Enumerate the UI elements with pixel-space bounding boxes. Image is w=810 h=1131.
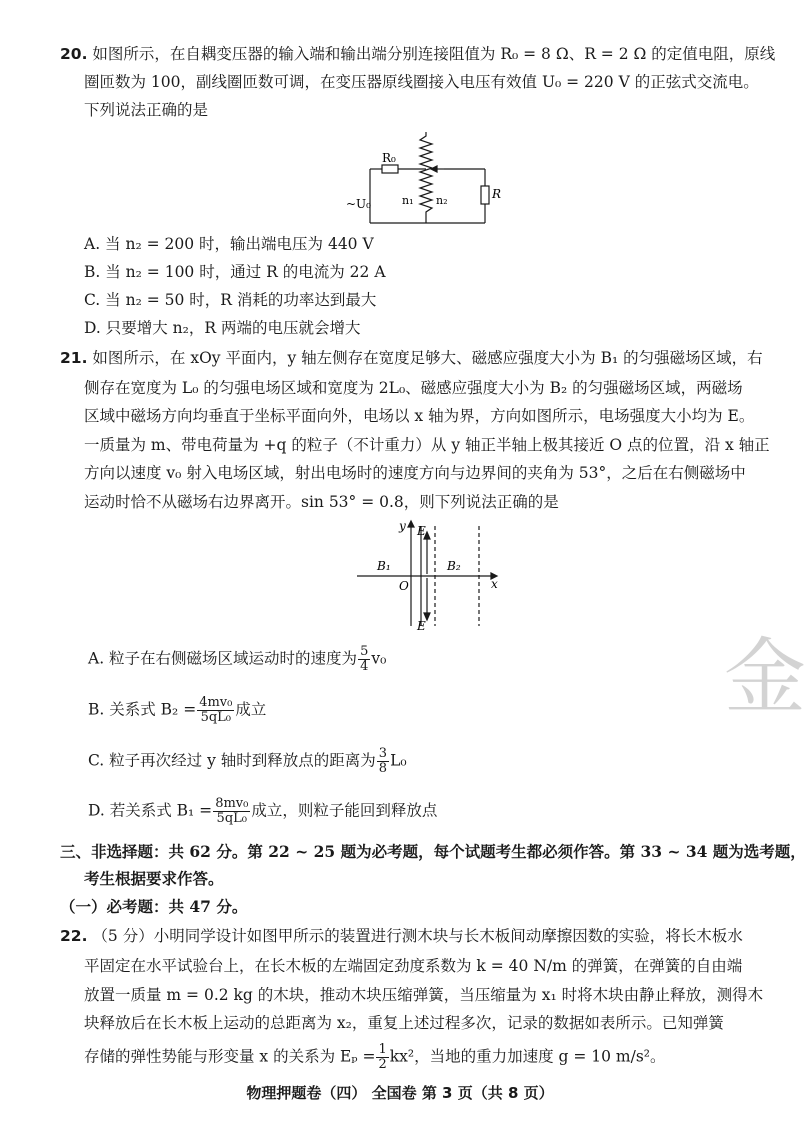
q20-option-d[interactable]: D. 只要增大 n₂，R 两端的电压就会增大: [84, 319, 361, 337]
fraction-numerator: 1: [378, 1042, 387, 1057]
q21-option-c-text: C. 粒子再次经过 y 轴时到释放点的距离为: [88, 751, 376, 770]
q22-line-3: 放置一质量 m = 0.2 kg 的木块，推动木块压缩弹簧，当压缩量为 x₁ 时将木块由静止释放，测得木: [84, 986, 764, 1004]
b1-label: B₁: [377, 559, 391, 573]
n2-label: n₂: [436, 194, 448, 207]
q21-option-c-tail: L₀: [390, 751, 407, 770]
e-bottom-label: E: [417, 619, 426, 633]
q21-option-b[interactable]: [88, 696, 266, 725]
q20-option-a[interactable]: A. 当 n₂ = 200 时，输出端电压为 440 V: [84, 235, 374, 253]
q20-transformer-circuit-figure: [340, 124, 510, 230]
fraction-denominator: 8: [378, 761, 388, 776]
watermark: 金: [723, 630, 810, 725]
q21-option-d[interactable]: [88, 797, 437, 826]
q21-line-3: 区域中磁场方向均垂直于坐标平面向外，电场以 x 轴为界，方向如图所示，电场强度大小均为 E。: [84, 407, 755, 425]
q20-option-b[interactable]: B. 当 n₂ = 100 时，通过 R 的电流为 22 A: [84, 263, 386, 281]
q21-line-4: 一质量为 m、带电荷量为 +q 的粒子（不计重力）从 y 轴正半轴上极其接近 O 点的位置，沿 x 轴正: [84, 436, 770, 454]
source-label: ~U₀: [346, 197, 371, 211]
q21-option-b-tail: 成立: [235, 700, 267, 719]
fraction-denominator: 5qL₀: [200, 710, 231, 725]
q22-line-5: [84, 1043, 666, 1072]
q21-text-1: 如图所示，在 xOy 平面内，y 轴左侧存在宽度足够大、磁感应强度大小为 B₁ 的匀强磁场区域，右: [92, 349, 763, 367]
q21-option-d-tail: 成立，则粒子能回到释放点: [251, 801, 438, 820]
q21-option-b-fraction: [197, 696, 234, 725]
q21-field-region-figure: [355, 518, 505, 632]
q20-number: 20.: [60, 45, 88, 63]
q22-line-4: 块释放后在长木板上运动的总距离为 x₂，重复上述过程多次，记录的数据如表所示。已知弹簧: [84, 1014, 724, 1032]
x-axis-label: x: [491, 577, 498, 591]
origin-label: O: [399, 579, 409, 593]
fraction-denominator: 4: [360, 659, 369, 674]
q22-line-1: [60, 925, 743, 947]
q22-number: 22.: [60, 927, 88, 945]
q21-option-c-fraction: [377, 747, 389, 776]
q22-text-1: （5 分）小明同学设计如图甲所示的装置进行测木块与长木板间动摩擦因数的实验，将长木板水: [92, 927, 743, 945]
fraction-numerator: 3: [378, 746, 388, 761]
q21-line-6: 运动时恰不从磁场右边界离开。sin 53° = 0.8，则下列说法正确的是: [84, 493, 559, 511]
r0-label: R₀: [382, 151, 396, 165]
q21-option-b-text: B. 关系式 B₂ =: [88, 700, 197, 719]
section-3-line-2: 考生根据要求作答。: [84, 869, 224, 888]
q21-option-a-fraction: [358, 645, 370, 674]
q22-line-2: 平固定在水平试验台上，在长木板的左端固定劲度系数为 k = 40 N/m 的弹簧，在弹簧的自由端: [84, 957, 743, 975]
q21-option-a-text: A. 粒子在右侧磁场区域运动时的速度为: [88, 649, 358, 668]
q22-text-5-tail: kx²，当地的重力加速度 g = 10 m/s²。: [389, 1047, 666, 1066]
q20-text-1: 如图所示，在自耦变压器的输入端和输出端分别连接阻值为 R₀ = 8 Ω、R = 2 Ω 的定值电阻，原线: [92, 45, 776, 63]
q20-line-3: 下列说法正确的是: [84, 101, 209, 119]
q21-number: 21.: [60, 349, 88, 367]
section-3-line-1: 三、非选择题：共 62 分。第 22 ~ 25 题为必考题，每个试题考生都必须作答。第 33 ~ 34 题为选考题，: [60, 842, 806, 861]
y-axis-label: y: [399, 519, 406, 533]
b2-label: B₂: [447, 559, 461, 573]
page-footer: 物理押题卷（四） 全国卷 第 3 页（共 8 页）: [246, 1084, 554, 1102]
fraction-denominator: 2: [378, 1057, 387, 1072]
q20-option-c[interactable]: C. 当 n₂ = 50 时，R 消耗的功率达到最大: [84, 291, 377, 309]
section-3-subheading: （一）必考题：共 47 分。: [60, 897, 248, 916]
q20-line-2: 圈匝数为 100，副线圈匝数可调，在变压器原线圈接入电压有效值 U₀ = 220 V 的正弦式交流电。: [84, 73, 759, 91]
fraction-denominator: 5qL₀: [216, 811, 247, 826]
e-top-label: E: [417, 524, 426, 538]
q21-option-a[interactable]: [88, 645, 386, 674]
q22-text-5: 存储的弹性势能与形变量 x 的关系为 Eₚ =: [84, 1047, 376, 1066]
q21-option-d-fraction: [213, 797, 250, 826]
q21-line-2: 侧存在宽度为 L₀ 的匀强电场区域和宽度为 2L₀、磁感应强度大小为 B₂ 的匀强磁场区域，两磁场: [84, 379, 743, 397]
r-label: R: [492, 187, 502, 201]
fraction-numerator: 5: [360, 644, 369, 659]
q21-option-a-tail: v₀: [371, 649, 387, 668]
q21-line-5: 方向以速度 v₀ 射入电场区域，射出电场时的速度方向与边界间的夹角为 53°，之后在右侧磁场中: [84, 464, 746, 482]
q21-option-d-text: D. 若关系式 B₁ =: [88, 801, 213, 820]
q20-line-1: [60, 43, 775, 65]
q21-option-c[interactable]: [88, 747, 407, 776]
fraction-numerator: 4mv₀: [199, 695, 233, 710]
q22-fraction: [376, 1043, 388, 1072]
n1-label: n₁: [402, 194, 414, 207]
q21-line-1: [60, 347, 763, 369]
fraction-numerator: 8mv₀: [215, 796, 249, 811]
